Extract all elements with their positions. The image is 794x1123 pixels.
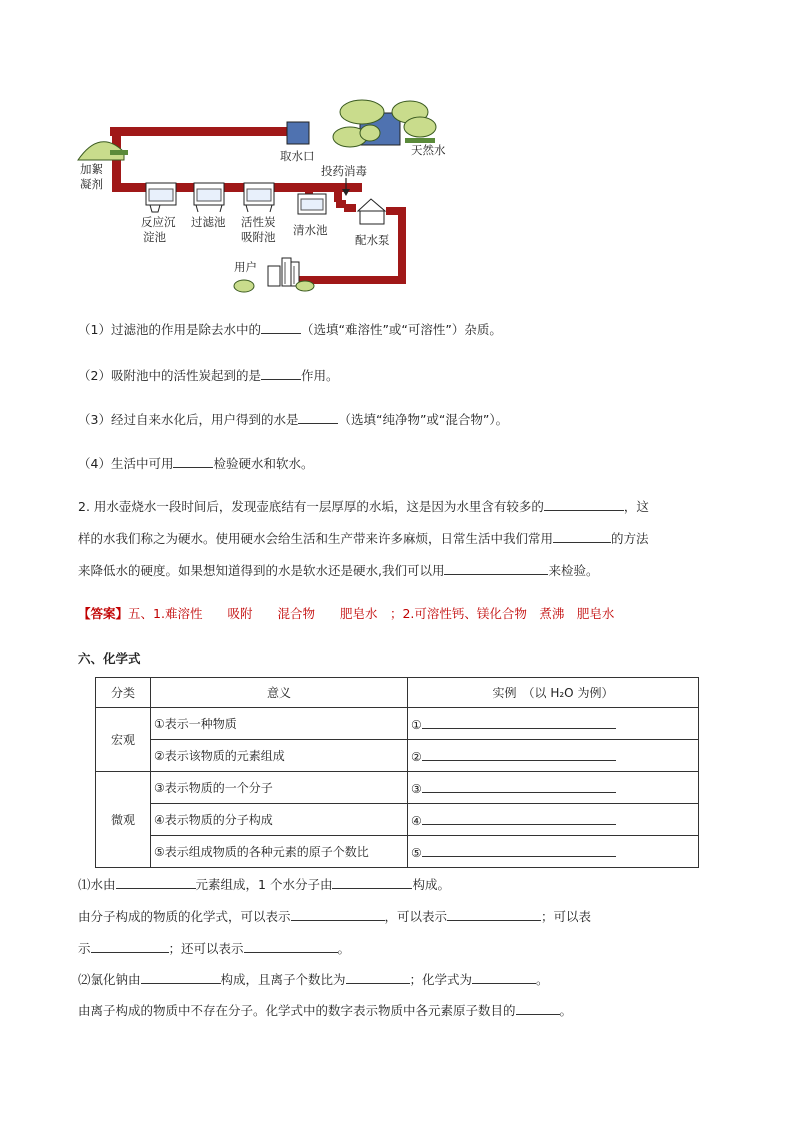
- header-category: 分类: [96, 678, 151, 708]
- label-filter: 过滤池: [191, 215, 226, 229]
- section-6-text: ⑵氯化钠由: [78, 972, 141, 987]
- row-example[interactable]: [408, 804, 699, 836]
- label-clear-pool: 清水池: [293, 223, 328, 237]
- answer-blank[interactable]: [141, 970, 221, 984]
- answer-blank[interactable]: [291, 907, 385, 921]
- section-6-text: ；还可以表示: [168, 941, 244, 956]
- paragraph-2-text: 的方法: [611, 531, 649, 546]
- chemical-formula-table: [95, 677, 699, 868]
- answer-blank[interactable]: [516, 1001, 560, 1015]
- section-6-heading: 六、化学式: [78, 651, 141, 666]
- question-1-text-b: （选填“难溶性”或“可溶性”）杂质。: [300, 322, 502, 337]
- table-row: [96, 804, 699, 836]
- answer-blank[interactable]: [173, 454, 213, 468]
- answer-blank[interactable]: [91, 939, 169, 953]
- header-meaning: 意义: [151, 678, 408, 708]
- section-6-text: 。: [337, 941, 351, 956]
- section-6-text: ；可以表: [541, 909, 592, 924]
- row-meaning: ⑤表示组成物质的各种元素的原子个数比: [151, 836, 408, 868]
- label-flocculant-2: 凝剂: [80, 177, 103, 191]
- answer-blank[interactable]: [261, 366, 301, 380]
- paragraph-2-text: 来检验。: [548, 563, 599, 578]
- table-row: [96, 836, 699, 868]
- label-user: 用户: [234, 260, 257, 274]
- question-1-text-a: （1）过滤池的作用是除去水中的: [78, 322, 261, 337]
- pump-house: [358, 199, 385, 224]
- section-6-line-3: [78, 939, 350, 958]
- answer-blank[interactable]: [444, 561, 548, 575]
- paragraph-2-line-3: [78, 561, 599, 580]
- carbon-tank: [244, 183, 274, 212]
- section-6-text: ⑴水由: [78, 877, 116, 892]
- answer-blank[interactable]: [422, 780, 616, 793]
- question-4-text-b: 检验硬水和软水。: [213, 456, 314, 471]
- label-sedimentation-2: 淀池: [143, 230, 166, 244]
- label-carbon-1: 活性炭: [241, 215, 276, 229]
- question-1: [78, 320, 502, 339]
- clear-water-tank: [298, 194, 326, 214]
- section-6-line-2: [78, 907, 591, 926]
- answer-blank[interactable]: [553, 529, 611, 543]
- section-6-text: 元素组成，1 个水分子由: [195, 877, 333, 892]
- section-6-line-1: [78, 875, 450, 894]
- header-example: 实例 （以 H₂O 为例）: [408, 678, 699, 708]
- paragraph-2-text: ，这: [623, 499, 649, 514]
- section-6-text: 构成。: [412, 877, 450, 892]
- section-6-text: 由分子构成的物质的化学式，可以表示: [78, 909, 291, 924]
- row-meaning: ①表示一种物质: [151, 708, 408, 740]
- section-6-text: 构成，且离子个数比为: [220, 972, 346, 987]
- answer-tag: 【答案】: [78, 606, 129, 621]
- row-example[interactable]: [408, 740, 699, 772]
- answer-blank[interactable]: [346, 970, 410, 984]
- group-macro: 宏观: [96, 708, 151, 772]
- label-pump: 配水泵: [355, 233, 390, 247]
- section-6-text: ；化学式为: [409, 972, 473, 987]
- answer-blank[interactable]: [332, 875, 412, 889]
- question-4-text-a: （4）生活中可用: [78, 456, 174, 471]
- question-2-text-b: 作用。: [300, 368, 339, 383]
- section-6-text: 示: [78, 941, 91, 956]
- section-6-text: 。: [559, 1003, 573, 1018]
- label-sedimentation-1: 反应沉: [141, 215, 176, 229]
- row-example-number: ⑤: [411, 845, 422, 860]
- label-flocculant-1: 加絮: [80, 162, 103, 176]
- paragraph-2-text: 2. 用水壶烧水一段时间后，发现壶底结有一层厚厚的水垢，这是因为水里含有较多的: [78, 499, 544, 514]
- table-row: [96, 740, 699, 772]
- water-treatment-diagram: [0, 0, 794, 300]
- answer-line: [78, 605, 614, 623]
- section-6-line-5: [78, 1001, 572, 1020]
- answer-blank[interactable]: [116, 875, 196, 889]
- filter-tank: [194, 183, 224, 212]
- answer-blank[interactable]: [244, 939, 338, 953]
- answer-text: 五、1.难溶性 吸附 混合物 肥皂水 ；2.可溶性钙、镁化合物 煮沸 肥皂水: [128, 606, 615, 621]
- question-3: [78, 410, 508, 429]
- row-example-number: ④: [411, 813, 422, 828]
- answer-blank[interactable]: [422, 844, 616, 857]
- row-example[interactable]: [408, 836, 699, 868]
- answer-blank[interactable]: [422, 748, 616, 761]
- question-2: [78, 366, 338, 385]
- answer-blank[interactable]: [298, 410, 338, 424]
- question-2-text-a: （2）吸附池中的活性炭起到的是: [78, 368, 261, 383]
- question-4: [78, 454, 313, 473]
- question-3-text-a: （3）经过自来水化后，用户得到的水是: [78, 412, 299, 427]
- intake-box: [287, 122, 309, 144]
- section-6-text: 。: [536, 972, 549, 987]
- row-example-number: ①: [411, 717, 422, 732]
- answer-blank[interactable]: [422, 812, 616, 825]
- row-example[interactable]: [408, 772, 699, 804]
- answer-blank[interactable]: [422, 716, 616, 729]
- answer-blank[interactable]: [261, 320, 301, 334]
- section-6-line-4: [78, 970, 549, 989]
- paragraph-2-text: 来降低水的硬度。如果想知道得到的水是软水还是硬水,我们可以用: [78, 563, 445, 578]
- row-meaning: ②表示该物质的元素组成: [151, 740, 408, 772]
- label-disinfect: 投药消毒: [321, 164, 367, 178]
- sedimentation-tank: [146, 183, 176, 212]
- label-intake: 取水口: [280, 149, 315, 163]
- table-row: [96, 708, 699, 740]
- paragraph-2-text: 样的水我们称之为硬水。使用硬水会给生活和生产带来许多麻烦，日常生活中我们常用: [78, 531, 554, 546]
- row-example-number: ②: [411, 749, 422, 764]
- paragraph-2-line-2: [78, 529, 649, 548]
- table-row: [96, 772, 699, 804]
- question-3-text-b: （选填“纯净物”或“混合物”）。: [338, 412, 509, 427]
- label-natural-water: 天然水: [411, 143, 446, 157]
- natural-water-scene: [333, 100, 436, 147]
- paragraph-2-line-1: [78, 497, 649, 516]
- section-6-text: ，可以表示: [384, 909, 448, 924]
- label-carbon-2: 吸附池: [241, 230, 276, 244]
- row-meaning: ③表示物质的一个分子: [151, 772, 408, 804]
- answer-blank[interactable]: [544, 497, 624, 511]
- group-micro: 微观: [96, 772, 151, 868]
- row-meaning: ④表示物质的分子构成: [151, 804, 408, 836]
- section-6-text: 由离子构成的物质中不存在分子。化学式中的数字表示物质中各元素原子数目的: [78, 1003, 516, 1018]
- answer-blank[interactable]: [447, 907, 541, 921]
- row-example-number: ③: [411, 781, 422, 796]
- answer-blank[interactable]: [472, 970, 536, 984]
- row-example[interactable]: [408, 708, 699, 740]
- table-header-row: [96, 678, 699, 708]
